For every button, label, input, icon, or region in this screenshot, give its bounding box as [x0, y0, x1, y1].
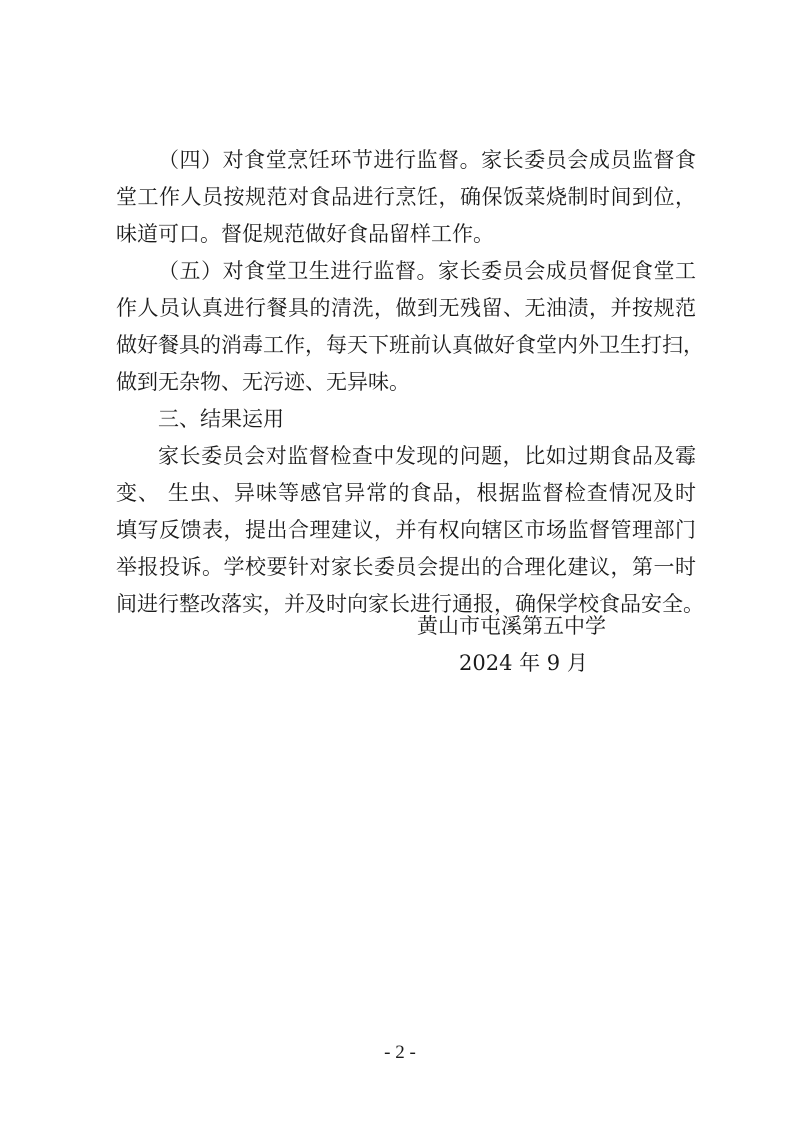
- paragraph-4-line-2: 堂工作人员按规范对食品进行烹饪，确保饭菜烧制时间到位，: [116, 185, 696, 209]
- paragraph-5-line-3: 做好餐具的消毒工作，每天下班前认真做好食堂内外卫生打扫，: [116, 333, 704, 357]
- paragraph-6-line-3: 填写反馈表，提出合理建议，并有权向辖区市场监督管理部门: [116, 518, 696, 542]
- page-number: - 2 -: [384, 1042, 416, 1063]
- paragraph-6-line-2: 变、 生虫、异味等感官异常的食品，根据监督检查情况及时: [116, 481, 696, 505]
- signature-date: 2024 年 9 月: [459, 651, 588, 675]
- paragraph-6-line-4: 举报投诉。学校要针对家长委员会提出的合理化建议，第一时: [116, 555, 696, 579]
- paragraph-6-line-5: 间进行整改落实，并及时向家长进行通报，确保学校食品安全。: [116, 592, 704, 616]
- paragraph-4-line-1: （四）对食堂烹饪环节进行监督。家长委员会成员监督食: [158, 148, 696, 172]
- signature-school-name: 黄山市屯溪第五中学: [417, 614, 606, 638]
- paragraph-5-line-1: （五）对食堂卫生进行监督。家长委员会成员督促食堂工: [158, 259, 696, 283]
- paragraph-5-line-2: 作人员认真进行餐具的清洗，做到无残留、无油渍，并按规范: [116, 296, 696, 320]
- paragraph-6-line-1: 家长委员会对监督检查中发现的问题，比如过期食品及霉: [158, 444, 696, 468]
- paragraph-4-line-3: 味道可口。督促规范做好食品留样工作。: [116, 222, 494, 246]
- section-heading-results: 三、结果运用: [158, 407, 284, 431]
- paragraph-5-line-4: 做到无杂物、无污迹、无异味。: [116, 370, 410, 394]
